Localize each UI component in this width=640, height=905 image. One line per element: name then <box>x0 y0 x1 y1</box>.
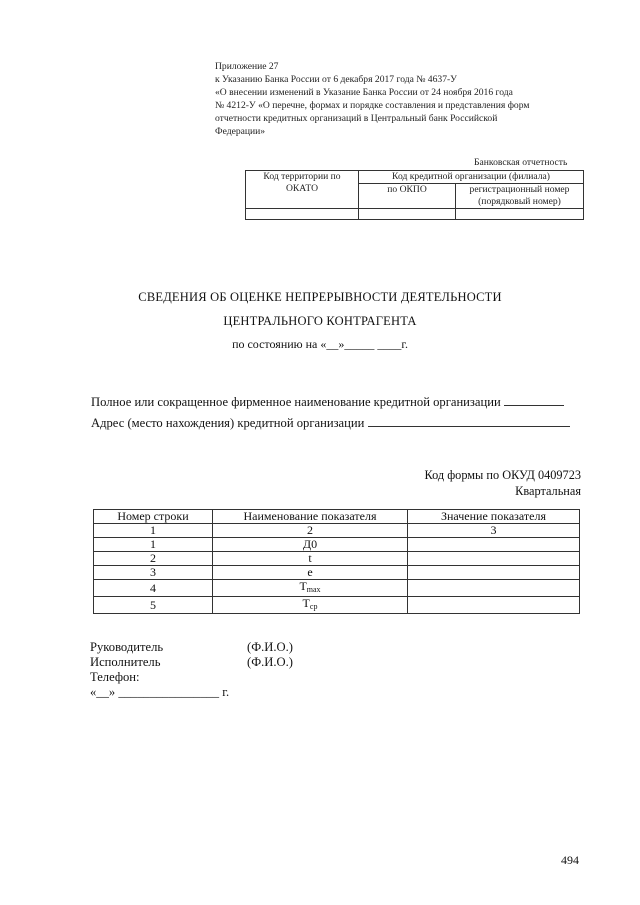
table-row <box>94 552 580 566</box>
territory-header-line: ОКАТО <box>285 183 319 194</box>
indicator-subscript: ср <box>309 602 318 611</box>
column-number: 1 <box>94 524 213 538</box>
row-number: 3 <box>94 566 213 580</box>
territory-code-header <box>246 171 359 209</box>
column-number: 3 <box>408 524 580 538</box>
header-indicator-value: Значение показателя <box>408 510 580 524</box>
indicator-name <box>213 538 408 552</box>
table-header-row <box>94 510 580 524</box>
appendix-note <box>215 60 595 138</box>
header-row-number: Номер строки <box>94 510 213 524</box>
org-code-header: Код кредитной организации (филиала) <box>359 171 584 184</box>
indicator-value-cell[interactable] <box>408 580 580 597</box>
as-of-date: по состоянию на «__»_____ ____г. <box>232 337 408 351</box>
indicator-name <box>213 597 408 614</box>
page-number: 494 <box>561 853 579 867</box>
okpo-header: по ОКПО <box>359 184 456 209</box>
indicator-symbol: e <box>307 565 313 579</box>
indicators-table <box>93 509 580 614</box>
head-fio: (Ф.И.О.) <box>247 640 293 654</box>
okpo-cell[interactable] <box>359 209 456 220</box>
appendix-line: отчетности кредитных организаций в Центральный банк Российской <box>215 113 498 124</box>
indicator-subscript: max <box>306 585 321 594</box>
indicator-value-cell[interactable] <box>408 552 580 566</box>
appendix-line: к Указанию Банка России от 6 декабря 2017 года № 4637-У <box>215 74 457 85</box>
territory-code-cell[interactable] <box>246 209 359 220</box>
row-number: 5 <box>94 597 213 614</box>
reg-number-cell[interactable] <box>456 209 584 220</box>
address-field[interactable] <box>368 415 570 427</box>
reg-number-header <box>456 184 584 209</box>
document-title-line-2: ЦЕНТРАЛЬНОГО КОНТРАГЕНТА <box>223 314 417 328</box>
signature-block <box>90 640 293 700</box>
indicator-name <box>213 566 408 580</box>
indicator-symbol: T <box>302 596 310 610</box>
column-number: 2 <box>213 524 408 538</box>
reg-number-header-line: регистрационный номер <box>469 184 570 195</box>
form-code-block <box>424 467 581 499</box>
head-row <box>90 640 293 655</box>
phone-label: Телефон: <box>90 670 140 684</box>
indicator-value-cell[interactable] <box>408 597 580 614</box>
table-row <box>94 597 580 614</box>
periodicity: Квартальная <box>515 484 581 498</box>
table-row <box>94 538 580 552</box>
indicator-name <box>213 552 408 566</box>
appendix-line: Приложение 27 <box>215 61 279 72</box>
row-number: 4 <box>94 580 213 597</box>
document-title-line-1: СВЕДЕНИЯ ОБ ОЦЕНКЕ НЕПРЕРЫВНОСТИ ДЕЯТЕЛЬНОСТИ <box>138 290 502 304</box>
row-number: 1 <box>94 538 213 552</box>
address-row <box>91 415 570 431</box>
indicator-value-cell[interactable] <box>408 566 580 580</box>
column-numbers-row <box>94 524 580 538</box>
table-row <box>94 566 580 580</box>
org-name-row <box>91 394 564 410</box>
indicator-symbol: Д0 <box>302 537 318 551</box>
appendix-line: Федерации» <box>215 126 266 137</box>
address-label: Адрес (место нахождения) кредитной организации <box>91 416 365 430</box>
territory-header-line: Код территории по <box>263 171 341 182</box>
indicator-symbol: t <box>308 551 312 565</box>
indicator-value-cell[interactable] <box>408 538 580 552</box>
header-indicator-name: Наименование показателя <box>213 510 408 524</box>
report-type-label: Банковская отчетность <box>474 157 568 168</box>
head-label: Руководитель <box>90 640 164 654</box>
org-name-field[interactable] <box>504 394 564 406</box>
signature-date: «__» ________________ г. <box>90 685 230 699</box>
executor-label: Исполнитель <box>90 655 161 669</box>
row-number: 2 <box>94 552 213 566</box>
indicator-name <box>213 580 408 597</box>
codes-table <box>245 170 584 220</box>
table-row <box>94 580 580 597</box>
indicator-symbol: T <box>299 579 307 593</box>
executor-row <box>90 655 293 670</box>
executor-fio: (Ф.И.О.) <box>247 655 293 669</box>
reg-number-header-line: (порядковый номер) <box>478 196 561 207</box>
org-name-label: Полное или сокращенное фирменное наименование кредитной организации <box>91 395 501 409</box>
appendix-line: «О внесении изменений в Указание Банка России от 24 ноября 2016 года <box>215 87 513 98</box>
appendix-line: № 4212-У «О перечне, формах и порядке составления и представления форм <box>215 100 530 111</box>
form-code: Код формы по ОКУД 0409723 <box>424 468 581 482</box>
